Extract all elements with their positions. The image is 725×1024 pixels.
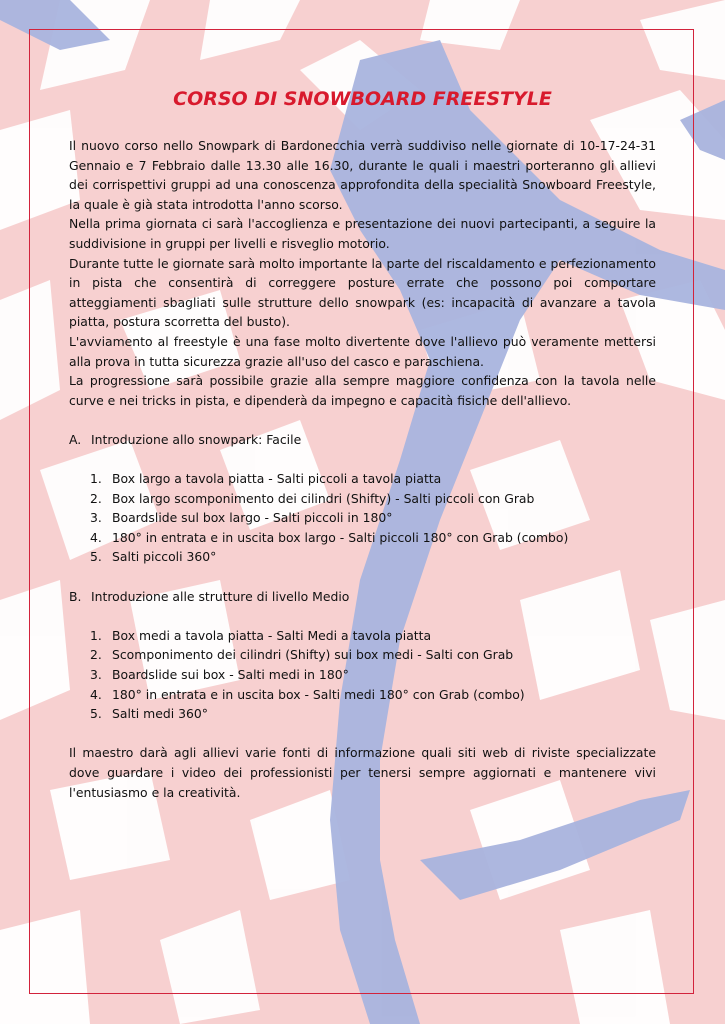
list-number: 1. [90, 471, 102, 487]
list-item [69, 489, 656, 509]
list-text: Scomponimento dei cilindri (Shifty) sui box medi - Salti con Grab [112, 647, 514, 663]
paragraph: Il nuovo corso nello Snowpark di Bardonecchia verrà suddiviso nelle giornate di 10-17-24-31 Gennaio e 7 Febbraio dalle 13.30 alle 16.30, durante le quali i maestri porteranno gli allievi dei corrispettivi gruppi ad una conoscenza approfondita della specialità Snowboard Freestyle, la quale è già stata introdotta l'anno scorso. [69, 138, 656, 212]
list-item [69, 645, 656, 665]
section-heading-a [69, 430, 656, 450]
list-item [69, 547, 656, 567]
list-text: 180° in entrata e in uscita box - Salti medi 180° con Grab (combo) [112, 686, 525, 702]
list-number: 3. [90, 667, 102, 683]
list-number: 5. [90, 706, 102, 722]
document-body [69, 86, 656, 802]
list-text: Box largo scomponimento dei cilindri (Shifty) - Salti piccoli con Grab [112, 490, 535, 506]
document-title: CORSO DI SNOWBOARD FREESTYLE [173, 88, 552, 110]
list-text: Boardslide sul box largo - Salti piccoli in 180° [112, 510, 393, 526]
paragraph: L'avviamento al freestyle è una fase molto divertente dove l'allievo può veramente mettersi alla prova in tutta sicurezza grazie all'uso del casco e paraschiena. [69, 333, 656, 369]
section-heading-b [69, 587, 656, 607]
list-text: Salti medi 360° [112, 706, 208, 722]
list-number: 4. [90, 686, 102, 702]
paragraph: La progressione sarà possibile grazie alla sempre maggiore confidenza con la tavola nelle curve e nei tricks in pista, e dipenderà da impegno e capacità fisiche dell'allievo. [69, 373, 656, 408]
list-text: Boardslide sui box - Salti medi in 180° [112, 667, 349, 683]
list-text: Box largo a tavola piatta - Salti piccoli a tavola piatta [112, 471, 442, 487]
section-title: Introduzione allo snowpark: Facile [91, 431, 302, 447]
list-number: 1. [90, 627, 102, 643]
list-text: Salti piccoli 360° [112, 549, 217, 565]
section-marker: A. [69, 431, 82, 447]
section-b-list [69, 626, 656, 724]
paragraph: Nella prima giornata ci sarà l'accoglienza e presentazione dei nuovi partecipanti, a seguire la suddivisione in gruppi per livelli e risveglio motorio. [69, 216, 656, 251]
list-number: 4. [90, 529, 102, 545]
section-a-list [69, 469, 656, 567]
list-number: 5. [90, 549, 102, 565]
list-item [69, 508, 656, 528]
list-item [69, 626, 656, 646]
spacer [69, 567, 656, 587]
list-item [69, 528, 656, 548]
list-text: Box medi a tavola piatta - Salti Medi a tavola piatta [112, 627, 432, 643]
list-number: 2. [90, 647, 102, 663]
section-marker: B. [69, 588, 82, 604]
spacer [69, 606, 656, 626]
list-item [69, 685, 656, 705]
list-item [69, 704, 656, 724]
section-title: Introduzione alle strutture di livello Medio [91, 588, 350, 604]
list-number: 2. [90, 490, 102, 506]
list-item [69, 665, 656, 685]
spacer [69, 724, 656, 744]
list-number: 3. [90, 510, 102, 526]
closing-paragraph: Il maestro darà agli allievi varie fonti di informazione quali siti web di riviste specializzate dove guardare i video dei professionisti per tenersi sempre aggiornati e mantenere vivi l'entusiasmo e la creatività. [69, 745, 656, 800]
spacer [69, 410, 656, 430]
list-text: 180° in entrata e in uscita box largo - Salti piccoli 180° con Grab (combo) [112, 529, 569, 545]
paragraph: Durante tutte le giornate sarà molto importante la parte del riscaldamento e perfezionamento in pista che consentirà di correggere posture errate che possono poi comportare atteggiamenti sbagliati sulle strutture dello snowpark (es: incapacità di avanzare a tavola piatta, postura scorretta del busto). [69, 255, 656, 330]
spacer [69, 450, 656, 470]
list-item [69, 469, 656, 489]
